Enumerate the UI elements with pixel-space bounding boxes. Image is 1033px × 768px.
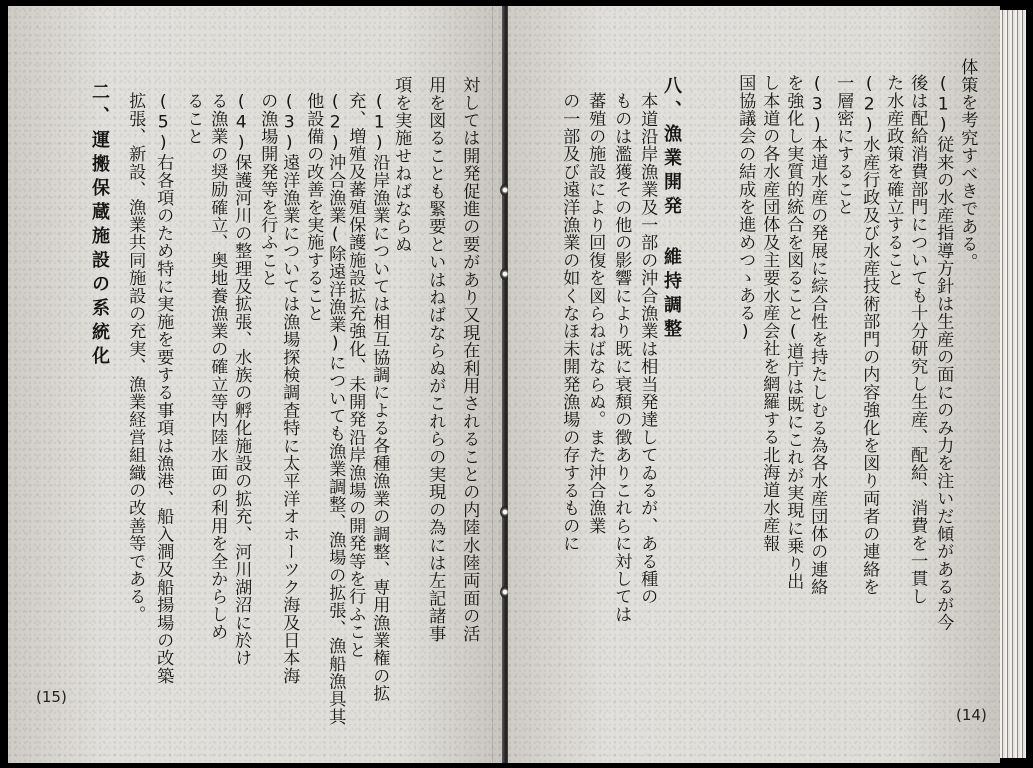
text-column: (5)右各項のため特に実施を要する事項は漁港、船入澗及船揚場の改築 xyxy=(153,92,174,685)
text-column: の一部及び遠洋漁業の如くなほ未開発漁場の存するものに xyxy=(559,92,580,553)
text-column: ものは濫獲その他の影響により既に衰頽の徴ありこれらに対しては xyxy=(611,92,632,623)
text-column: る漁業の奨励確立、奥地養漁業の確立等内陸水面の利用を全からしめ xyxy=(207,92,228,641)
text-column: (3)本道水産の発展に綜合性を持たしむる為各水産団体の連絡 xyxy=(807,74,828,596)
text-column: 拡張、新設、漁業共同施設の充実、漁業経営組織の改善等である。 xyxy=(125,92,146,623)
text-column: を強化し実質的統合を図ること(道庁は既にこれが実現に乗り出 xyxy=(783,74,804,591)
text-column: 本道沿岸漁業及一部の沖合漁業は相当発達してゐるが、ある種の xyxy=(637,92,658,606)
text-column: 体策を考究すべきである。 xyxy=(957,58,978,271)
text-column: 用を図ることも緊要といはねばならぬがこれらの実現の為には左記諸事 xyxy=(425,76,446,643)
text-column: た水産政策を確立すること xyxy=(883,74,904,287)
section-heading: 八、漁業開発 維持調整 xyxy=(661,76,682,343)
text-column: ること xyxy=(183,92,204,146)
text-column: 充、増殖及蕃殖保護施設拡充強化、未開発沿岸漁場の開発等を行ふこと xyxy=(345,92,366,659)
text-column: (2)水産行政及び水産技術部門の内容強化を図り両者の連絡を xyxy=(859,74,880,596)
section-heading: 二、運搬保蔵施設の系統化 xyxy=(89,82,110,370)
text-column: し本道の各水産団体及主要水産会社を網羅する北海道水産報 xyxy=(759,74,780,552)
page-number: (14) xyxy=(956,706,987,724)
text-column: 一層密にすること xyxy=(833,74,854,216)
text-column: 項を実施せねばならぬ xyxy=(391,76,412,253)
text-column: (1)沿岸漁業については相互協調による各種漁業の調整、専用漁業権の拡 xyxy=(369,92,390,703)
text-column: (3)遠洋漁業については漁場探検調査特に太平洋オホーツク海及日本海 xyxy=(279,92,300,685)
open-book xyxy=(8,6,1026,763)
text-column: 蕃殖の施設により回復を図らねばならぬ。また沖合漁業 xyxy=(585,92,606,535)
right-page xyxy=(508,6,1000,763)
text-column: (4)保護河川の整理及拡張、水族の孵化施設の拡充、河川湖沼に於け xyxy=(231,92,252,667)
text-column: 他設備の改善を実施すること xyxy=(303,92,324,323)
text-column: の漁場開発等を行ふこと xyxy=(257,92,278,287)
page-number: (15) xyxy=(36,688,67,706)
text-column: 国協議会の結成を進めつゝある) xyxy=(735,74,756,343)
text-column: (1)従来の水産指導方針は生産の面にのみ力を注いだ傾があるが今 xyxy=(933,74,954,632)
left-page xyxy=(8,6,502,763)
page-edges xyxy=(1000,10,1026,758)
fold-shadow xyxy=(492,6,493,763)
text-column: 対しては開発促進の要があり又現在利用されることの内陸水陸両面の活 xyxy=(459,76,480,643)
text-column: (2)沖合漁業(除遠洋漁業)についても漁業調整、漁場の拡張、漁船漁具其 xyxy=(325,92,346,726)
text-column: 後は配給消費部門についても十分研究し生産、配給、消費を一貫し xyxy=(907,74,928,605)
